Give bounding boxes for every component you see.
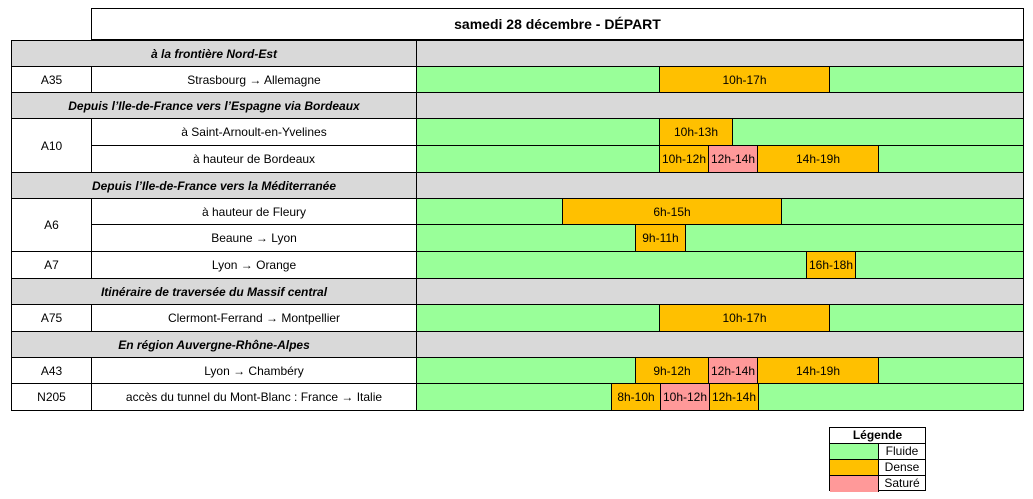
section-label: Depuis l’Ile-de-France vers la Méditerranée [12, 173, 417, 198]
page-title: samedi 28 décembre - DÉPART [91, 8, 1024, 40]
timeline-track [416, 66, 1024, 93]
legend-label: Saturé [884, 476, 920, 490]
section-label: En région Auvergne-Rhône-Alpes [12, 332, 417, 357]
legend [829, 427, 926, 491]
timeline-track [416, 198, 1024, 225]
legend-label: Dense [884, 460, 920, 474]
segment-label: Clermont-Ferrand → Montpellier [91, 304, 417, 332]
segment-label: Beaune → Lyon [91, 224, 417, 252]
timeline-track [416, 304, 1024, 332]
segment-label: à hauteur de Fleury [91, 198, 417, 225]
road-label: A7 [11, 251, 92, 279]
traffic-slot: 10h-17h [659, 305, 830, 331]
section-header [11, 278, 1024, 305]
legend-swatch-fluide [830, 444, 879, 459]
section-header [11, 172, 1024, 199]
traffic-slot: 8h-10h [611, 384, 661, 410]
traffic-slot: 16h-18h [806, 252, 856, 278]
traffic-slot: 10h-13h [659, 119, 733, 145]
traffic-slot: 14h-19h [757, 358, 879, 383]
timeline-track [416, 145, 1024, 173]
timeline-track [416, 224, 1024, 252]
section-header [11, 40, 1024, 67]
legend-item [830, 476, 925, 492]
traffic-slot: 12h-14h [708, 358, 758, 383]
traffic-slot: 12h-14h [709, 384, 759, 410]
segment-label: Lyon → Orange [91, 251, 417, 279]
traffic-slot: 10h-12h [660, 384, 710, 410]
legend-title: Légende [830, 428, 925, 444]
traffic-slot: 10h-17h [659, 67, 830, 92]
segment-label: à Saint-Arnoult-en-Yvelines [91, 118, 417, 146]
road-label: A6 [11, 198, 92, 252]
legend-item [830, 460, 925, 476]
traffic-slot: 9h-11h [635, 225, 686, 251]
section-label: Itinéraire de traversée du Massif central [12, 279, 417, 304]
traffic-slot: 14h-19h [757, 146, 879, 172]
traffic-slot: 12h-14h [708, 146, 758, 172]
segment-label: Lyon → Chambéry [91, 357, 417, 384]
section-label: Depuis l’Ile-de-France vers l’Espagne via Bordeaux [12, 93, 417, 118]
timeline-track [416, 383, 1024, 411]
legend-item [830, 444, 925, 460]
legend-swatch-sature [830, 476, 879, 492]
section-label: à la frontière Nord-Est [12, 41, 417, 66]
road-label: A43 [11, 357, 92, 384]
segment-label: à hauteur de Bordeaux [91, 145, 417, 173]
legend-label: Fluide [885, 444, 919, 458]
road-label: A75 [11, 304, 92, 332]
traffic-slot: 9h-12h [635, 358, 709, 383]
section-header [11, 331, 1024, 358]
legend-swatch-dense [830, 460, 879, 475]
traffic-slot: 10h-12h [659, 146, 709, 172]
timeline-track [416, 251, 1024, 279]
road-label: A10 [11, 118, 92, 173]
road-label: N205 [11, 383, 92, 411]
road-label: A35 [11, 66, 92, 93]
segment-label: Strasbourg → Allemagne [91, 66, 417, 93]
segment-label: accès du tunnel du Mont-Blanc : France → Italie [91, 383, 417, 411]
timeline-track [416, 357, 1024, 384]
section-header [11, 92, 1024, 119]
timeline-track [416, 118, 1024, 146]
traffic-slot: 6h-15h [562, 199, 782, 224]
